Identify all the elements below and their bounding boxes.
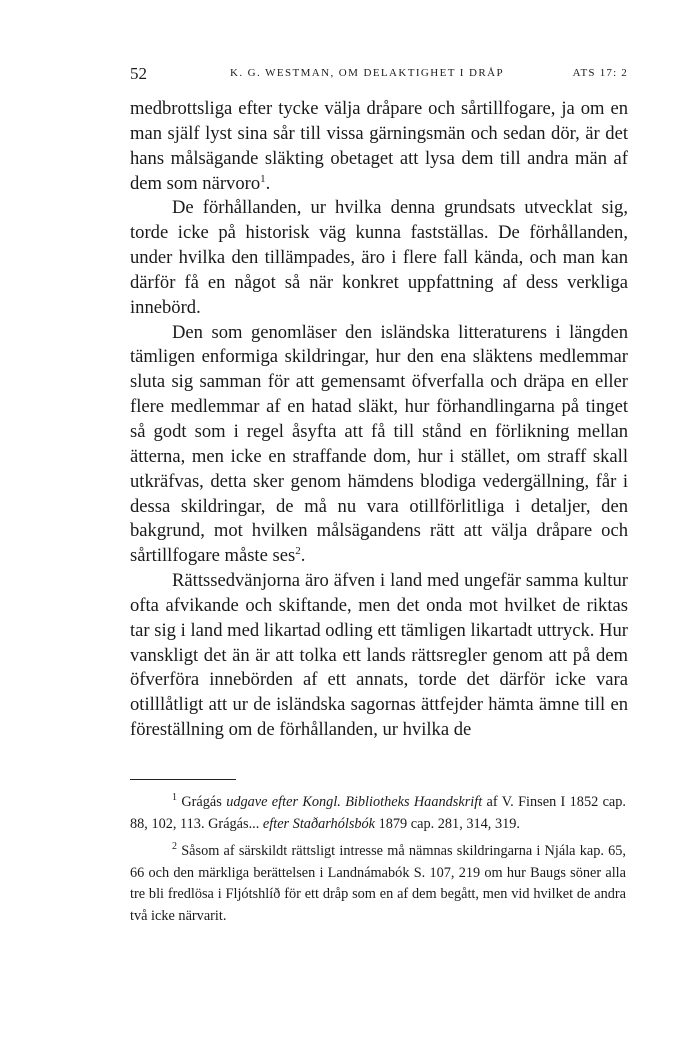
running-title: K. G. WESTMAN, OM DELAKTIGHET I DRÅP: [230, 67, 504, 79]
footnote-ref-1[interactable]: 1: [260, 172, 266, 185]
footnote-ref-2[interactable]: 2: [295, 545, 301, 557]
footnote-mark-2: 2: [172, 841, 177, 853]
footnote-1: $^1$ Grágás udgave efter Kongl. Bibliotheks Haandskrift af V. Finsen I 1852 cap. 88, 102, 113. Grágás... efter Staðarhólsbók 1879 cap. 281, 314, 319.: [130, 792, 626, 832]
footnote-2: $^2$ Såsom af särskildt rättsligt intresse må nämnas skildringarna i Njála kap. 65, 66 och den märkliga berättelsen i Landnámabók S. 107, 219 om hur Baugs söner alla tre bli fredlösa i Fljótshlíð för ett dråp som en af dem begått, men vid hvilket de andra två icke närvarit.: [130, 841, 626, 924]
footnotes: [130, 792, 626, 928]
series-signature: ATS 17: 2: [572, 67, 628, 79]
body-text: [130, 97, 628, 743]
footnote-divider: [130, 779, 236, 780]
paragraph-1: medbrottsliga efter tycke välja dråpare och sårtillfogare, ja om en man själf lyst sina sår till vissa gärningsmän och sedan dör, är det hans målsägande släkting obetaget att lysa dem till andra män af dem som närvoro$^1$.: [130, 98, 628, 194]
paragraph-2: De förhållanden, ur hvilka denna grundsats utvecklat sig, torde icke på historisk väg kunna fastställas. De förhållanden, under hvilka den tillämpades, äro i flere fall kända, och man kan därför få en något så när konkret uppfattning af dess verkliga innebörd.: [130, 197, 628, 318]
running-head: [130, 64, 628, 84]
paragraph-4: Rättssedvänjorna äro äfven i land med ungefär samma kultur ofta afvikande och skiftande, men det onda mot hvilket de riktas tar sig i land med likartad odling ett tämligen likartadt uttryck. Hur vanskligt det än är att tolka ett lands rättsregler genom att på dem öfverföra innebörden af ett annats, torde det därför icke vara otilllåtligt att ur de isländska sagornas ättfejder hämta ämne till en föreställning om de förhållanden, ur hvilka de: [130, 570, 628, 741]
footnote-mark-1: 1: [172, 792, 177, 804]
page-number: 52: [130, 64, 147, 83]
paragraph-3: Den som genomläser den isländska litteraturens i längden tämligen enformiga skildringar, hur den ena släktens medlemmar sluta sig samman för att gemensamt öfverfalla och dräpa en eller flere medlemmar af en hatad släkt, hur förhandlingarna på tinget så godt som i regel åsyfta att få till stånd en förlikning mellan ätterna, men icke en straffande dom, hur i stället, om straff skall utkräfvas, detta sker genom hämdens blodiga vedergällning, får i dessa skildringar, de må nu vara otillförlitliga i detaljer, den bakgrund, mot hvilken målsägandens rätt att välja dråpare och sårtillfogare måste ses$^2$.: [130, 321, 628, 567]
